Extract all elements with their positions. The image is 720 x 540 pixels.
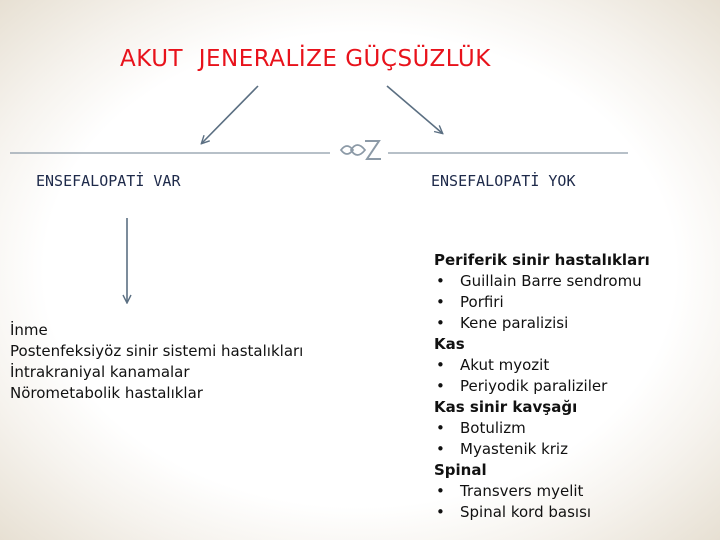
- arrow-title-to-left: [202, 86, 258, 143]
- bullet-icon: •: [436, 377, 445, 395]
- bullet-icon: •: [436, 314, 445, 332]
- bullet-icon: •: [436, 272, 445, 290]
- diagram-title: AKUT JENERALİZE GÜÇSÜZLÜK: [120, 46, 491, 72]
- list-item: • Akut myozit: [436, 356, 550, 374]
- bullet-icon: •: [436, 293, 445, 311]
- group-label: Kas: [434, 335, 465, 353]
- left-cause-list: [10, 320, 303, 404]
- bullet-icon: •: [436, 503, 445, 521]
- group-label: Kas sinir kavşağı: [434, 398, 578, 416]
- group-label: Spinal: [434, 461, 487, 479]
- list-item: • Kene paralizisi: [436, 314, 569, 332]
- ornament-icon: [339, 135, 383, 172]
- bullet-icon: •: [436, 440, 445, 458]
- list-item: • Myastenik kriz: [436, 440, 568, 458]
- list-item: • Botulizm: [436, 419, 526, 437]
- bullet-icon: •: [436, 419, 445, 437]
- arrow-title-to-right: [387, 86, 442, 133]
- list-item: • Guillain Barre sendromu: [436, 272, 642, 290]
- list-item: • Porfiri: [436, 293, 504, 311]
- right-cause-list: [434, 250, 650, 523]
- heading-encephalopathy-present: ENSEFALOPATİ VAR: [36, 172, 181, 190]
- bullet-icon: •: [436, 356, 445, 374]
- group-label: Periferik sinir hastalıkları: [434, 251, 650, 269]
- list-item: Nörometabolik hastalıklar: [10, 384, 203, 402]
- bullet-icon: •: [436, 482, 445, 500]
- list-item: Postenfeksiyöz sinir sistemi hastalıkları: [10, 342, 304, 360]
- list-item: • Periyodik paraliziler: [436, 377, 608, 395]
- list-item: İntrakraniyal kanamalar: [10, 363, 190, 381]
- list-item: • Transvers myelit: [436, 482, 584, 500]
- heading-encephalopathy-absent: ENSEFALOPATİ YOK: [431, 172, 576, 190]
- list-item: • Spinal kord basısı: [436, 503, 592, 521]
- list-item: İnme: [10, 321, 48, 339]
